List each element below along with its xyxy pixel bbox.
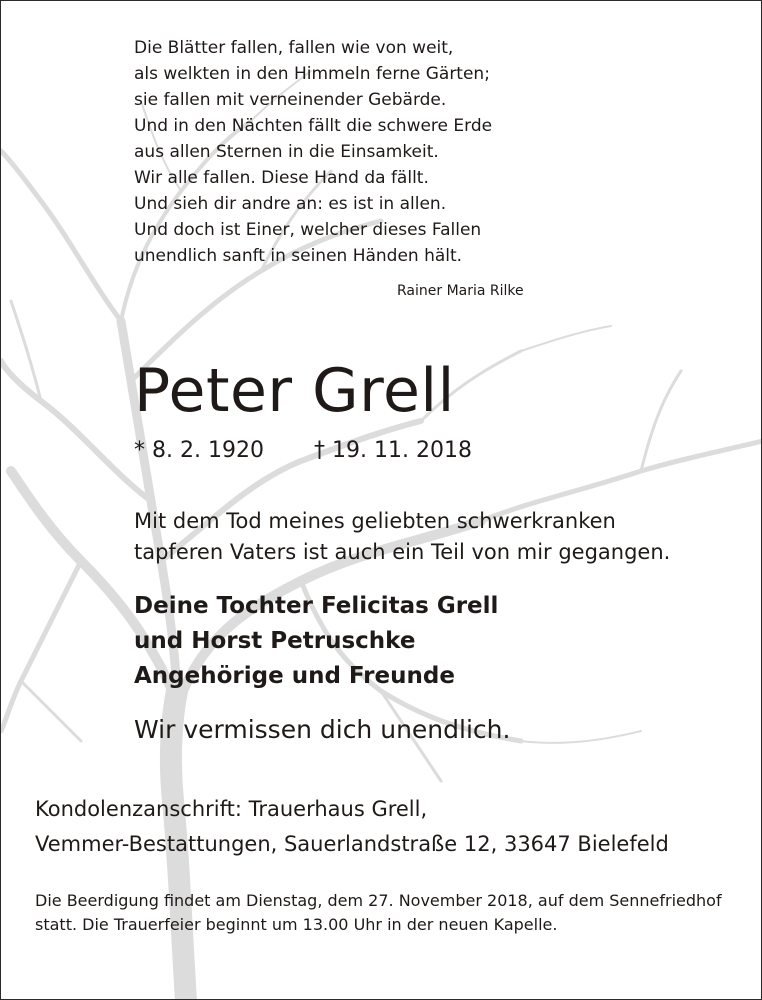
poem-author: Rainer Maria Rilke [397, 283, 524, 299]
poem-line: Die Blätter fallen, fallen wie von weit, [134, 38, 454, 58]
condolence-line: Kondolenzanschrift: Trauerhaus Grell, [35, 797, 428, 821]
poem-line: Wir alle fallen. Diese Hand da fällt. [134, 168, 429, 188]
birth-date: * 8. 2. 1920 [134, 438, 264, 463]
poem-line: sie fallen mit verneinender Gebärde. [134, 90, 447, 110]
message-line: Mit dem Tod meines geliebten schwerkranken [134, 509, 616, 533]
message-line: tapferen Vaters ist auch ein Teil von mir gegangen. [134, 540, 671, 564]
poem-line: als welkten in den Himmeln ferne Gärten; [134, 64, 490, 84]
mourning-message [134, 506, 670, 568]
closing-line: Wir vermissen dich unendlich. [134, 715, 511, 744]
mourner-line: und Horst Petruschke [134, 628, 416, 654]
condolence-address [35, 792, 669, 862]
mourner-line: Deine Tochter Felicitas Grell [134, 593, 499, 619]
mourners-list [134, 589, 498, 694]
poem-line: unendlich sanft in seinen Händen hält. [134, 246, 463, 266]
poem [134, 35, 492, 269]
poem-line: Und in den Nächten fällt die schwere Erde [134, 116, 493, 136]
poem-line: Und sieh dir andre an: es ist in allen. [134, 194, 447, 214]
funeral-notice: Die Beerdigung findet am Dienstag, dem 27. November 2018, auf dem Sennefriedhof statt. Die Trauerfeier beginnt um 13.00 Uhr in der neuen Kapelle. [35, 891, 722, 934]
mourner-line: Angehörige und Freunde [134, 663, 455, 689]
deceased-name: Peter Grell [134, 356, 455, 426]
death-date: † 19. 11. 2018 [314, 438, 472, 463]
condolence-line: Vemmer-Bestattungen, Sauerlandstraße 12, 33647 Bielefeld [35, 832, 669, 856]
poem-line: Und doch ist Einer, welcher dieses Fallen [134, 220, 482, 240]
poem-line: aus allen Sternen in die Einsamkeit. [134, 142, 439, 162]
